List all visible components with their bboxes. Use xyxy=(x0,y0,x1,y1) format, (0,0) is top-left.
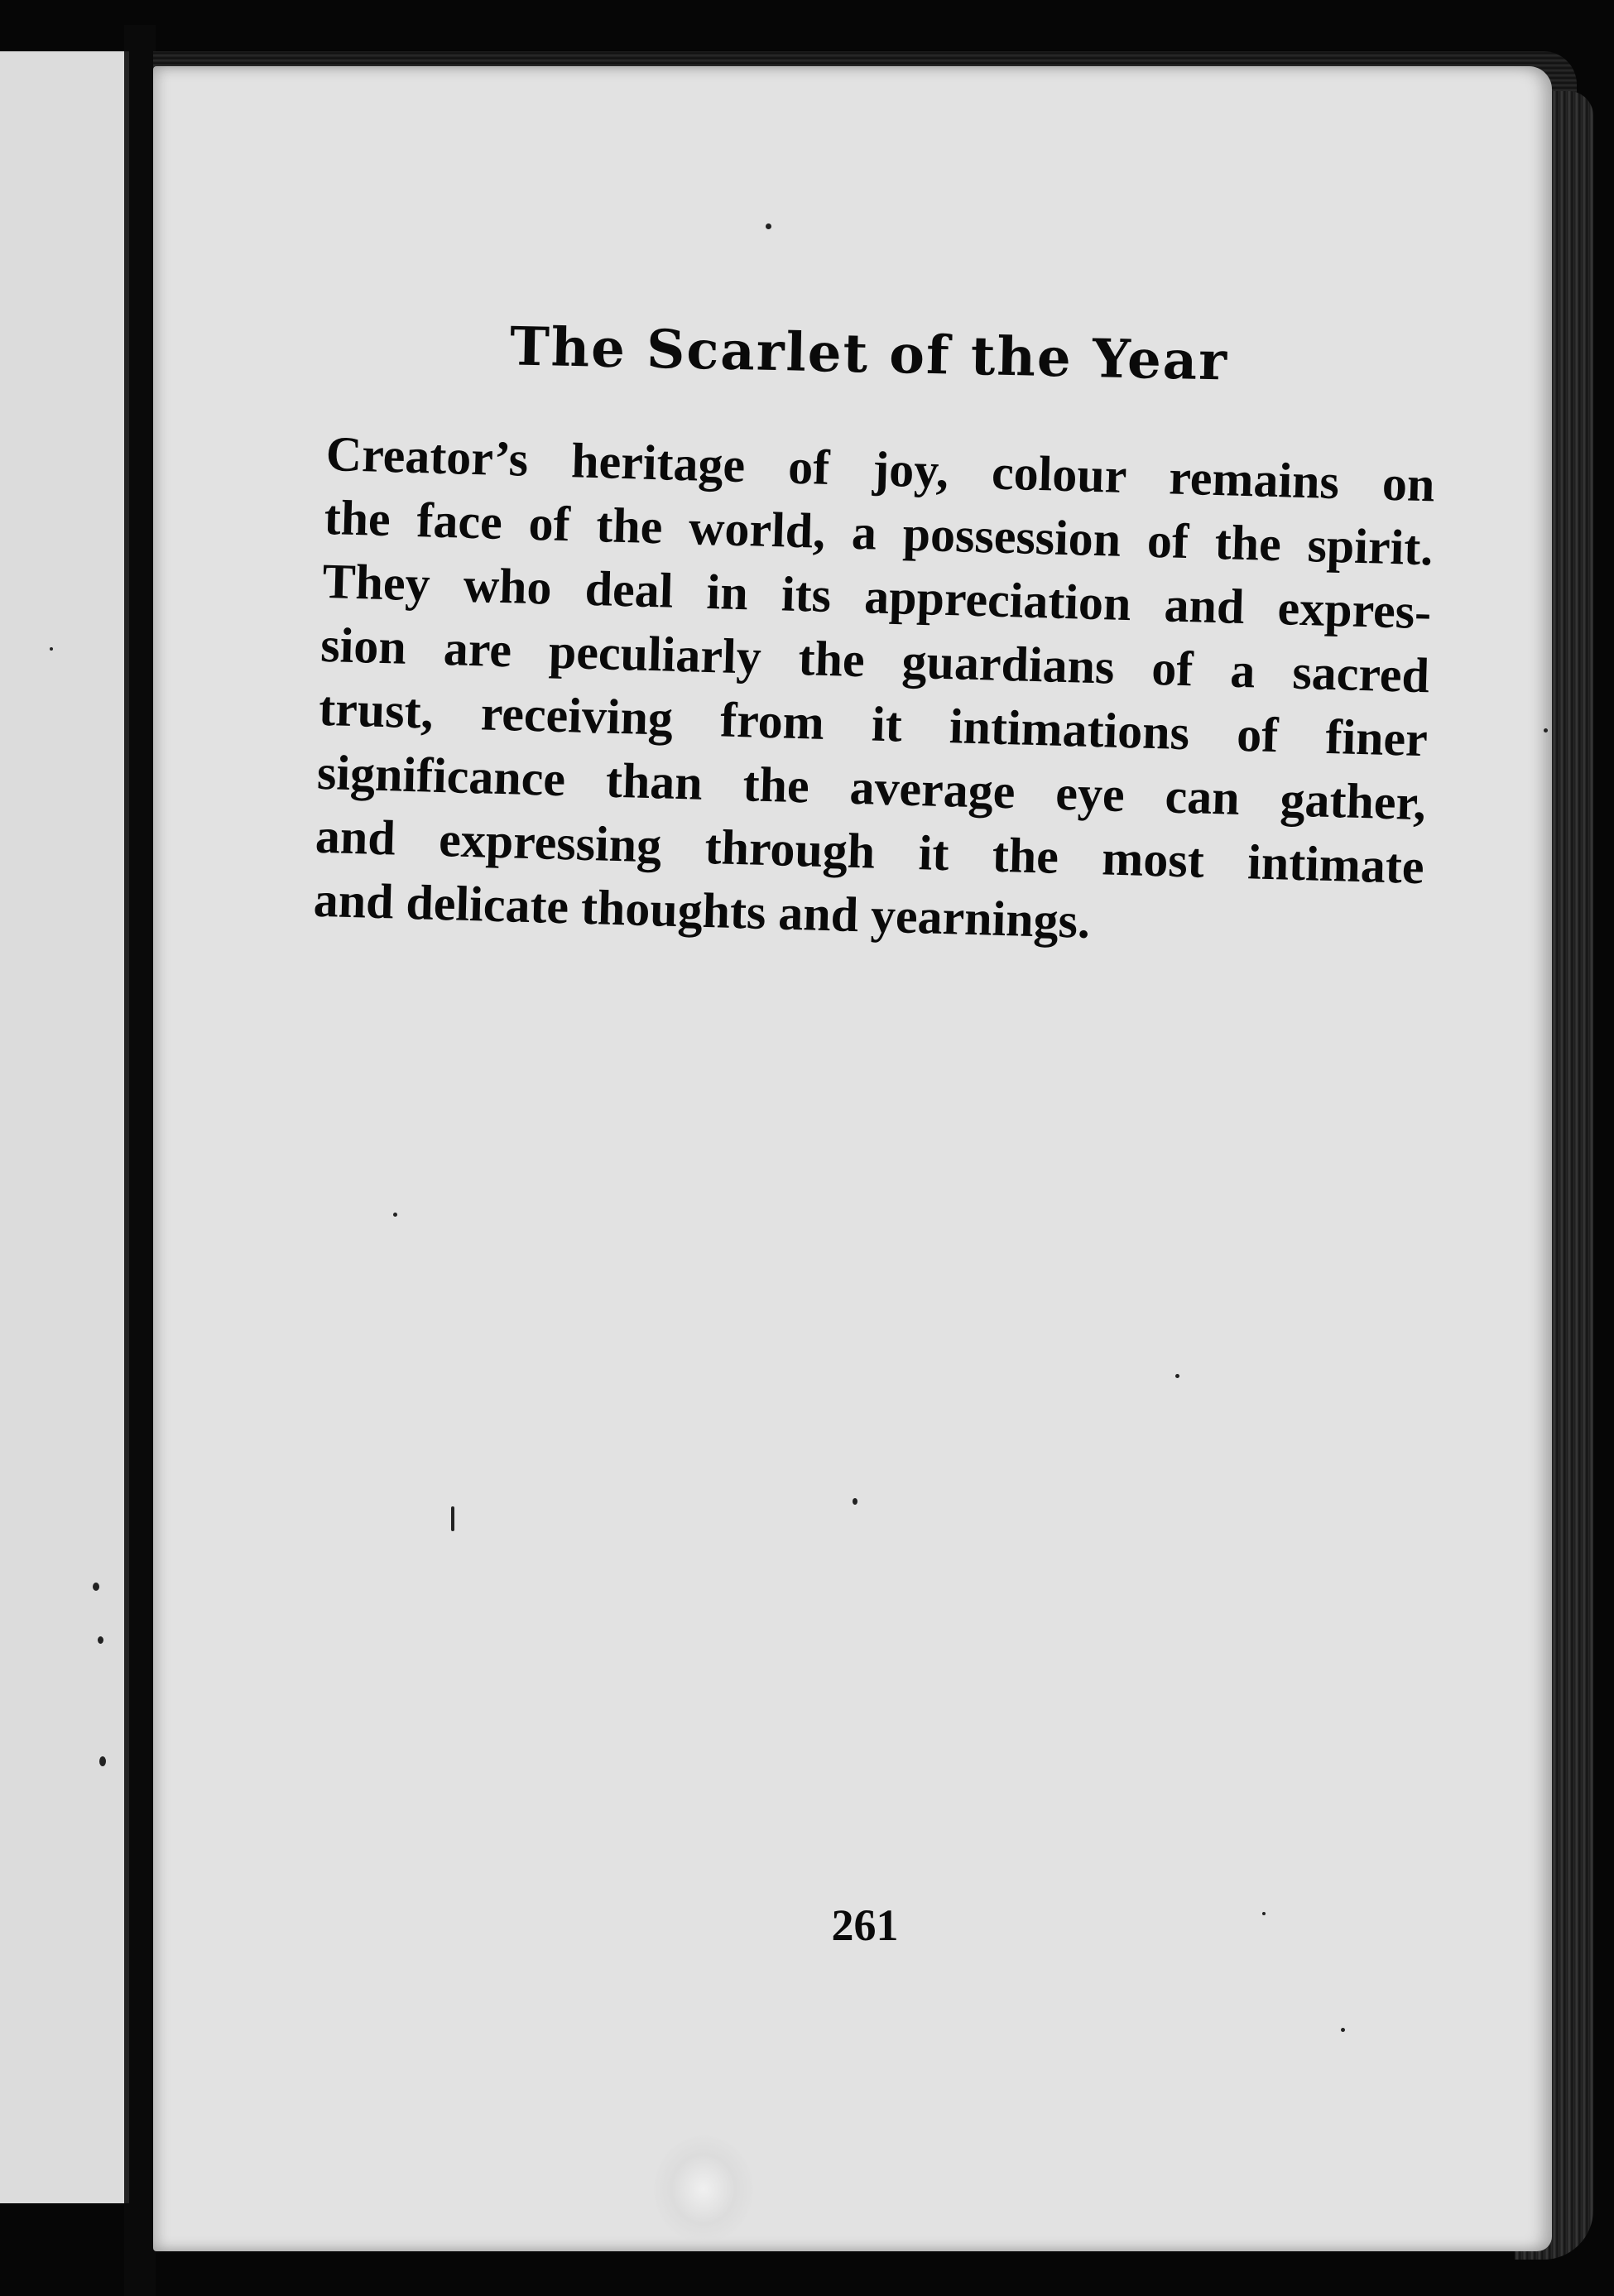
body-paragraph xyxy=(313,422,1436,963)
page-number: 261 xyxy=(831,1900,899,1950)
page-speck xyxy=(1262,1912,1266,1915)
page-speck xyxy=(1341,2028,1345,2032)
text-line: significance than the average eye can gather, xyxy=(316,744,1427,831)
text-line: trust, receiving from it intimations of finer xyxy=(318,680,1429,767)
text-line: They who deal in its appreciation and expres- xyxy=(321,553,1433,640)
page-speck xyxy=(451,1506,454,1531)
page-speck xyxy=(766,223,771,229)
book-page xyxy=(153,66,1552,2251)
text-line: and delicate thoughts and yearnings. xyxy=(312,872,1091,949)
text-line: Creator’s heritage of joy, colour remains on xyxy=(325,425,1436,512)
page-speck xyxy=(853,1498,857,1505)
page-speck xyxy=(393,1213,397,1217)
page-speck xyxy=(1544,728,1548,733)
running-head: The Scarlet of the Year xyxy=(509,315,1229,393)
left-facing-page xyxy=(0,51,129,2203)
page-speck xyxy=(1175,1374,1179,1378)
text-line: sion are peculiarly the guardians of a sacred xyxy=(319,617,1430,704)
text-line: and expressing through it the most intimate xyxy=(315,808,1425,895)
text-line: the face of the world, a possession of the spirit. xyxy=(323,489,1434,576)
scan-blotch xyxy=(654,2135,753,2243)
